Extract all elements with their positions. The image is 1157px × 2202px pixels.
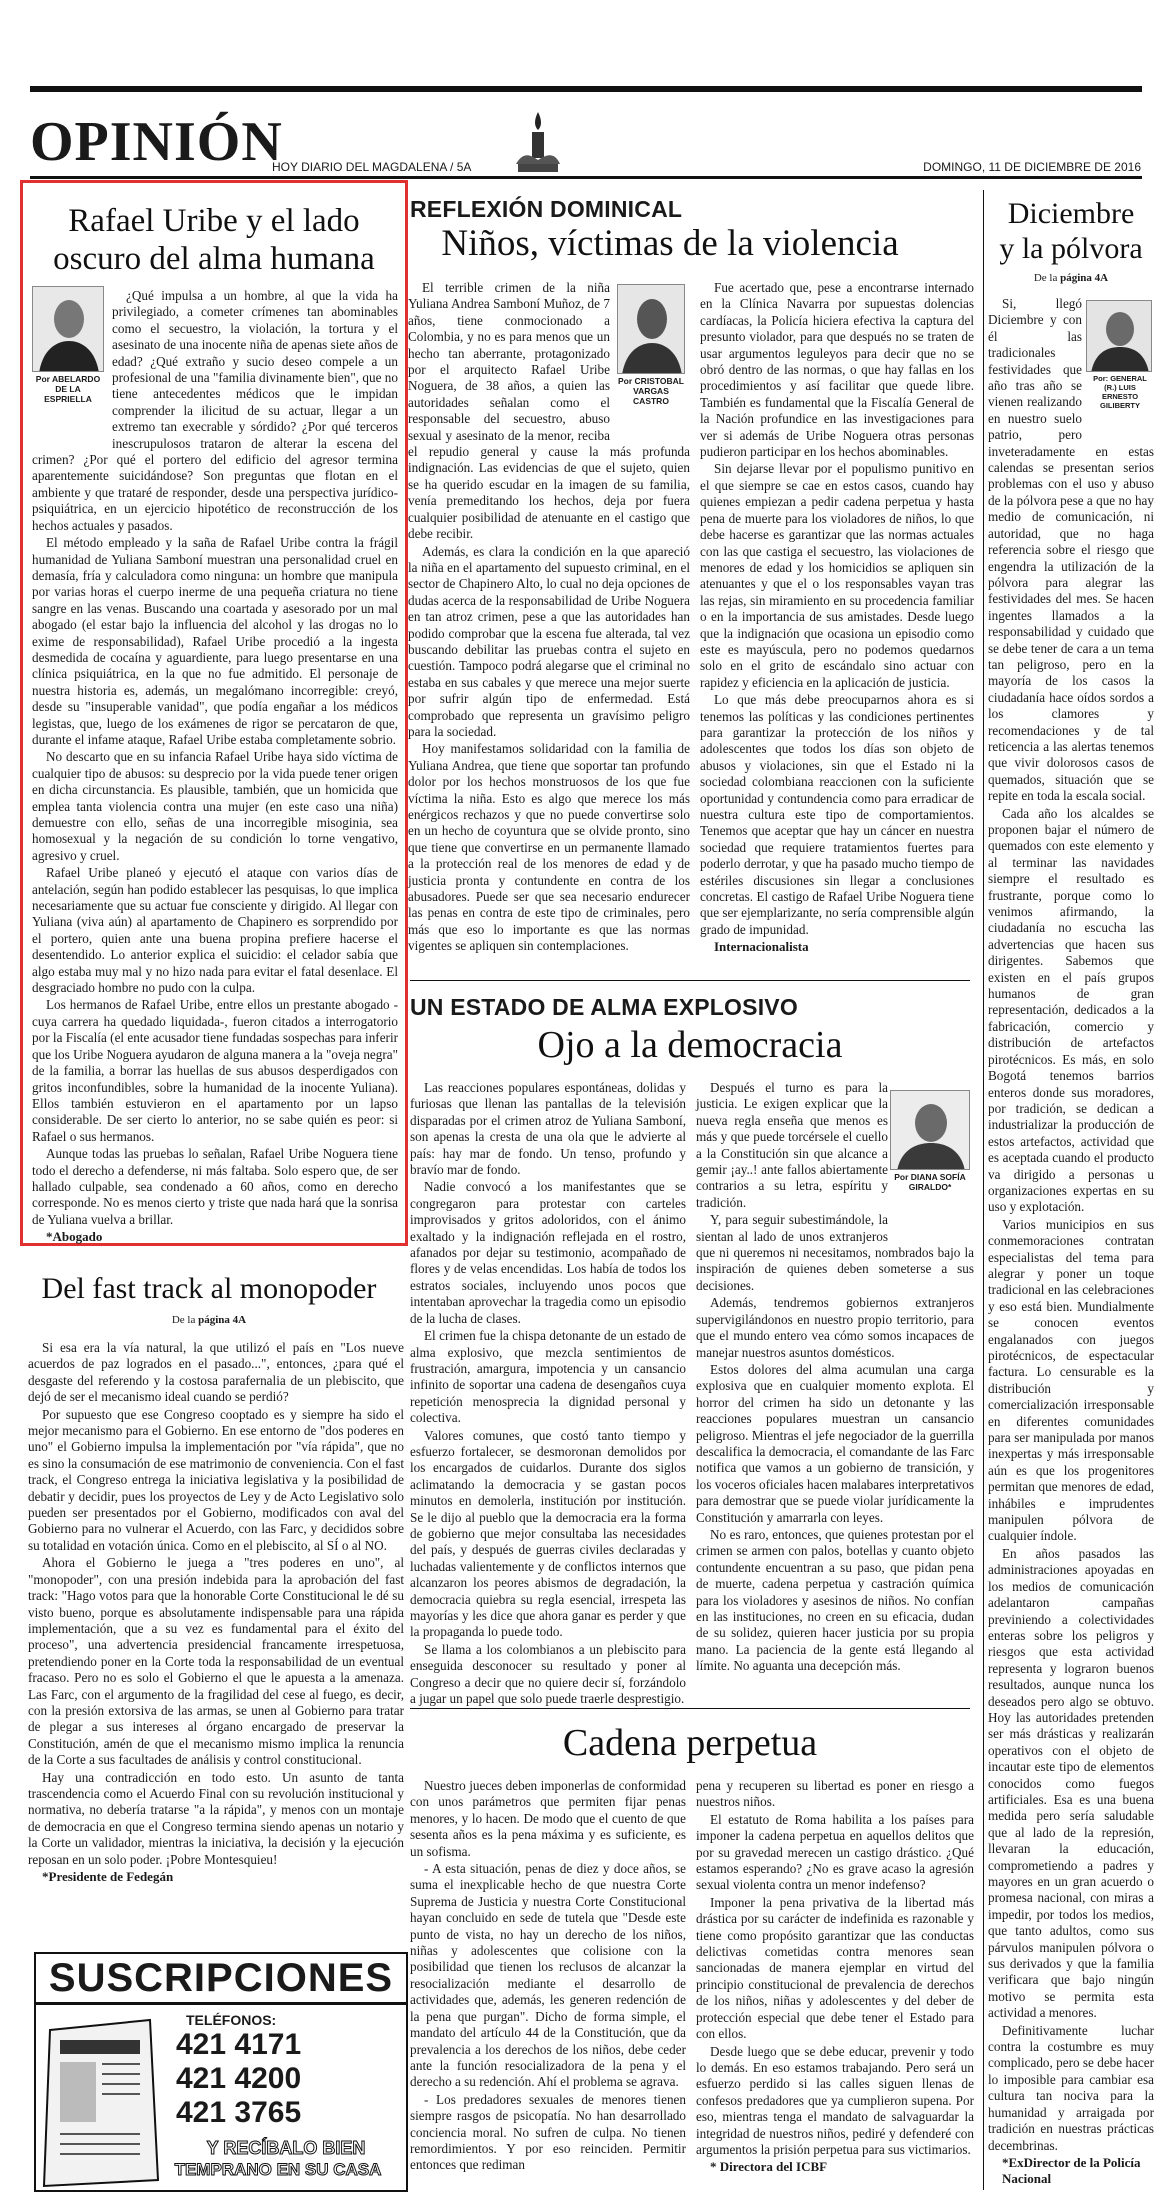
fast-from bbox=[0, 1314, 418, 1326]
paragraph: Estos dolores del alma acumulan una carga explosiva que en cualquier momento explota. El horror del crimen ha sido un detonante y las reacciones populares muestran un cansancio peligroso. Mientras el jefe negociador de la guerrilla descalifica la democracia, el comandante de las Farc notifica que vamos a un gobierno de transición, y los voceros oficiales hacen malabares interpretativos para demostrar que se puede violar jurídicamente la Constitución y amarrarla con leyes. bbox=[696, 1361, 974, 1525]
cadena-col-2 bbox=[696, 1778, 974, 2176]
from-label: De la bbox=[1033, 272, 1058, 284]
paragraph: Rafael Uribe planeó y ejecutó el ataque con varios días de antelación, según han podido establecer las pesquisas, lo que implica necesariamente que su actuar fue consciente y dirigido. Al llegar con Yuliana (viva aún) al apartamento de Chapinero es sorprendido por el portero, quien ante una buena propina prefiere hacerse el desentendido. Lo anterior explica el suicidio: el celador sabía que algo estaba muy mal y no hizo nada para evitar el fatal desenlace. El desgraciado hombre no pudo con la culpa. bbox=[32, 865, 398, 996]
uribe-title bbox=[28, 202, 400, 278]
from-label: De la bbox=[171, 1314, 196, 1326]
paragraph: - A esta situación, penas de diez y doce años, se suma el inexplicable hecho de que nuestra Corte Suprema de Justicia y nuestra Corte Constitucional hayan concluido en sede de tutela que "Desde este punto de vista, no hay un derecho de los niños, niñas y adolescentes que colisione con la posibilidad que tienen los reclusos de alcanzar la resocialización mediante el desarrollo de actividades que, además, les generen redención de la pena que purgan". Dicho de forma simple, el mandato del artículo 44 de la Constitución, que da prevalencia a los derechos de los niños, debe ceder ante la función resocializadora de la pena y el derecho a su redención. Ahí el problema se agrava. bbox=[410, 1861, 686, 2090]
ojo-col-1 bbox=[410, 1080, 686, 1708]
paragraph: Aunque todas las pruebas lo señalan, Rafael Uribe Noguera tiene todo el derecho a defenderse, ni más faltaba. Solo espero que, de ser hallado culpable, sea condenado a 60 años, como en derecho corresponde. No es menos cierto y triste que nada hará que la sonrisa de Yuliana vuelva a brillar. bbox=[32, 1146, 398, 1227]
signature: Internacionalista bbox=[714, 939, 809, 955]
photo-spacer bbox=[888, 1080, 974, 1230]
paragraph: No es raro, entonces, que quienes protestan por el crimen se armen con palos, botellas y cuanto objeto contundente encuentran a su paso, que pidan pena de muerte, cadena perpetua y castración química para los violadores y asesinos de niños. No confían en las instituciones, no creen en su eficacia, dudan de su solidez, quieren hacer justicia por su propia mano. La paciencia de la gente está llegando al límite. No aguanta una decepción más. bbox=[696, 1526, 974, 1674]
photo-spacer bbox=[610, 280, 690, 430]
candle-icon bbox=[510, 108, 566, 178]
polvora-from bbox=[988, 272, 1154, 284]
paragraph: Imponer la pena privativa de la libertad más drástica por su carácter de indefinida es razonable y tiene como propósito garantizar que las conductas delictivas cometidas contra menores sean sancionadas de manera ejemplar en virtud del principio constitucional de prevalencia de derechos de los niños, niñas y adolescentes y del deber de protección especial que debe tener el Estado para con ellos. bbox=[696, 1894, 974, 2042]
paragraph: Nuestro jueces deben imponerlas de conformidad con unos parámetros que permiten fijar penas menores, y lo hacen. De modo que el cuento de que sesenta años es la pena máxima y es suficiente, es un sofisma. bbox=[410, 1778, 686, 1859]
paragraph: En años pasados las administraciones apoyadas en los medios de comunicación adelantaron campañas previniendo a colectividades enteras sobre los peligros y riesgos que esta actividad representa y lograron buenos resultados, aunque nunca los deseados pero algo se obtuvo. Hoy las autoridades pretenden ser más drásticas y realizarán operativos con el objeto de incautar este tipo de elementos conocidos como fuegos artificiales. Esa es una buena medida pero sería saludable que al lado de la represión, llevaran la educación, comprometiendo a padres y mayores en un gran acuerdo o promesa nacional, con miras a impedir, por todos los medios, que tanto adultos, como sus párvulos manipulen pólvora o sus derivados y que la familia verificara que bajo ningún motivo se permita esta actividad a menores. bbox=[988, 1545, 1154, 2021]
paragraph: Hoy manifestamos solidaridad con la familia de Yuliana Andrea, que tiene que soportar tan profundo dolor por los hechos monstruosos de los que fue víctima la niña. Esto es algo que merece los más enérgicos rechazos y que no puede convertirse solo en un hecho de coyuntura que se olvide pronto, sino que tiene que convertirse en un permanente llamado a la protección real de los menores de edad y de justicia pronta y contundente en contra de los abusadores. Puede ser que sea necesario endurecer las penas en contra de este tipo de criminales, pero más que eso lo importante es que las normas vigentes se apliquen sin contemplaciones. bbox=[408, 741, 690, 954]
paragraph: Sin dejarse llevar por el populismo punitivo en el que siempre se cae en estos casos, cuando hay quienes empiezan a pedir cadena perpetua y hasta pena de muerte para los violadores de niños, lo que debe hacerse es garantizar que las normas actuales con las que castiga el secuestro, las violaciones de menores de edad y los homicidios se apliquen sin atenuantes y que el o los responsables vayan tras las rejas, sin miramiento en su procedencia familiar o en la importancia de sus amistades. Desde luego que la indignación que ocasiona un episodio como este es mayúscula, pero no podemos quedarnos solo en el grito de escándalo sino actuar con rapidez y eficiencia en la aplicación de justicia. bbox=[700, 461, 974, 690]
uribe-title-line1: Rafael Uribe y el lado bbox=[68, 203, 360, 239]
photo-spacer bbox=[1082, 296, 1154, 436]
uribe-body bbox=[32, 288, 398, 1246]
uribe-title-line2: oscuro del alma humana bbox=[53, 241, 375, 277]
paragraph: ¿Qué impulsa a un hombre, al que la vida ha privilegiado, a cometer crímenes tan abominables como el secuestro, la violación, la tortura y el asesinato de una inocente niña de apenas siete años de edad? ¿Qué extraño y sucio deseo compele a un profesional de una "familia divinamente bien", que no tiene antecedentes médicos que le impidan comprender la ilicitud de su actuar, llegar a un extremo tan execrable y sórdido? ¿Por qué terceros inescrupulosos trataron de alterar la escena del crimen? ¿Por qué el portero del edificio del agresor termina aparentemente suicidándose? Son preguntas que flotan en el ambiente y que trataré de responder, desde una perspectiva jurídico-psiquiátrica, en un ejercicio hipotético de reconstrucción de los hechos actuales y pasados. bbox=[32, 288, 398, 533]
ojo-col-2 bbox=[696, 1080, 974, 1676]
paragraph: Nadie convocó a los manifestantes que se congregaron para protestar con carteles improvisados y gritos adoloridos, con el ánimo exaltado y la indignación reflejada en el rostro, afanados por dejar su testimonio, acompañado de flores y de velas encendidas. Los había de todos los estratos sociales, incluyendo unos pocos que intentaban aprovechar la tragedia como un episodio de la lucha de clases. bbox=[410, 1179, 686, 1326]
paper-name: HOY DIARIO DEL MAGDALENA / 5A bbox=[272, 160, 472, 174]
masthead-bottom-rule bbox=[30, 176, 1142, 179]
ninos-title: Niños, víctimas de la violencia bbox=[441, 223, 899, 264]
paragraph: Ahora el Gobierno le juega a "tres poderes en uno", al "monopoder", con una presión indebida para la aprobación del fast track: "Hago votos para que la honorable Corte Constitucional le dé su visto bueno, porque es absolutamente indispensable para una rápida implementación, que a su vez es fundamental para el éxito del proceso", una advertencia presidencial francamente irrespetuosa, pretendiendo poner en la Corte toda la responsabilidad de un eventual fracaso. Pero no es solo el Gobierno el que le apuesta a la amenaza. Las Farc, con el argumento de la fragilidad del cese al fuego, es decir, con la presión extorsiva de las armas, se unen al Gobierno para tratar de plegar a sus intereses al órgano encargado de preservar la Constitución, amén de que el mecanismo mismo implica la renuncia de la Corte a sus facultades de análisis y control constitucional. bbox=[28, 1555, 404, 1768]
paragraph: Los hermanos de Rafael Uribe, entre ellos un prestante abogado -cuya carrera ha quedado liquidada-, fueron citados a interrogatorio por la Fiscalía (el ente acusador tiene fundadas sospechas para inferir que los Uribe Noguera ayudaron de alguna manera a la "oveja negra" de la familia, a borrar las huellas de sus abusos desperdigados con gritos inconfundibles, sobre la humanidad de la inocente Yuliana). Ellos también estuvieron en el apartamento por un lapso considerable. De ser cierto lo anterior, no se sabe quién es peor: si Rafael o sus hermanos. bbox=[32, 997, 398, 1144]
paragraph: El método empleado y la saña de Rafael Uribe contra la frágil humanidad de Yuliana Samboní muestran una personalidad cruel en demasía, fría y calculadora como ninguna: un hombre que manipula por varias horas el cuerpo inerme de una pequeña criatura no tiene sangre en las venas. Buscando una coartada y asesorado por un mal abogado (el estar bajo la influencia del alcohol y las drogas no lo exime de responsabilidad), Rafael Uribe procedió a la ingesta desmedida de cocaína y aguardiente, para luego presentarse en una clínica psiquiátrica, en la que no fue admitido. El personaje de nuestra historia es, además, un megalómano incorregible: creyó, desde su "insuperable vanidad", que podía engañar a los médicos legistas, que, luego de los exámenes de rigor se percataron de que, durante el infame ataque, Rafael Uribe estaba completamente sobrio. bbox=[32, 535, 398, 747]
phone-2[interactable]: 421 4200 bbox=[176, 2062, 302, 2095]
paragraph: Desde luego que se debe educar, prevenir y todo lo demás. En eso estamos trabajando. Pero será un esfuerzo perdido si las calles siguen llenas de confesos predadores que ya cumplieron supena. Por eso, mientras tenga el mandato de salvaguardar la integridad de nuestros niños, pediré y defenderé con argumentos la prisión perpetua para sus victimarios. bbox=[696, 2043, 974, 2157]
fast-body bbox=[28, 1340, 404, 1885]
paragraph: - Los predadores sexuales de menores tienen siempre rasgos de psicopatía. No han desarrollado conciencia moral. No sufren de culpa. No tienen remordimientos. Y por eso reinciden. Permitir entonces que rediman bbox=[410, 2091, 686, 2173]
top-rule bbox=[30, 86, 1142, 92]
paragraph: Además, tendremos gobiernos extranjeros supervigilándonos en nuestro propio territorio, para que el mundo entero vea cómo somos incapaces de manejar nuestros asuntos domésticos. bbox=[696, 1295, 974, 1360]
ninos-col-2 bbox=[700, 280, 974, 956]
slogan-2: TEMPRANO EN SU CASA bbox=[174, 2160, 382, 2179]
cadena-col-1 bbox=[410, 1778, 686, 2175]
paragraph: Fue acertado que, pese a encontrarse internado en la Clínica Navarra por supuestas dolencias cardíacas, la Policía hiciera efectiva la captura del presunto violador, para que después no se traten de usar argumentos leguleyos para decir que no se obró dentro de las normas, o que hay fallas en los procedimientos y así facilitar que quede libre. También es fundamental que la Fiscalía General de la Nación profundice en las investigaciones para ver si además de Uribe Noguera otras personas pudieron participar en los hechos abominables. bbox=[700, 280, 974, 460]
author-caption: Por DIANA SOFÍA GIRALDO* bbox=[894, 1172, 966, 1192]
photo-spacer bbox=[32, 288, 112, 436]
polvora-body bbox=[988, 296, 1154, 2188]
ojo-title: Ojo a la democracia bbox=[537, 1024, 843, 1066]
paragraph: Y, para seguir subestimándole, la sientan al lado de unos extranjeros que ni queremos ni necesitamos, nombrados bajo la inspiración de quienes deben someterse a sus decisiones. bbox=[696, 1212, 974, 1293]
paragraph: Cada año los alcaldes se proponen bajar el número de quemados con este elemento y al terminar las navidades siempre el resultado es frustrante, porque como lo venimos afirmando, la ciudadanía no escucha las advertencias que hacen sus dirigentes. Sabemos que existen en el país grupos humanos de gran representación, dedicados a la fabricación, comercio y distribución de artefactos pirotécnicos. Es más, en solo Bogotá tenemos barrios enteros donde sus moradores, por tradición, se dedican a industrializar la producción de estos artefactos, actividad que es aceptada cuando el producto va dirigido a personas u organizaciones expertas en su uso y explotación. bbox=[988, 805, 1154, 1215]
cadena-title: Cadena perpetua bbox=[562, 1722, 818, 1764]
ninos-kicker: REFLEXIÓN DOMINICAL bbox=[410, 196, 683, 222]
signature: *Abogado bbox=[46, 1229, 103, 1245]
author-caption: Por: GENERAL (R.) LUIS ERNESTO GILIBERTY bbox=[1093, 374, 1147, 410]
paragraph: Varios municipios en sus conmemoraciones contratan especialistas del tema para alegrar y poner un toque tradicional en las celebraciones y eso está bien. Mundialmente se conocen eventos engalanados con juegos pirotécnicos, de espectacular factura. Lo censurable es la distribución y comercialización irresponsable en diferentes comunidades para ser manipulada por manos inexpertas y más irresponsable aún es que los progenitores permitan que menores de edad, inhábiles e imprudentes manipulen pólvora de cualquier índole. bbox=[988, 1216, 1154, 1544]
section-divider bbox=[410, 1708, 970, 1709]
newspaper-icon bbox=[40, 2010, 160, 2190]
author-caption: Por CRISTOBAL VARGAS CASTRO bbox=[618, 376, 684, 406]
paragraph: Además, es clara la condición en la que apareció la niña en el apartamento del supuesto criminal, en el sector de Chapinero Alto, lo cual no deja opciones de dudas acerca de la responsabilidad de Uribe Noguera en tan atroz crimen, pese a que las autoridades han podido comprobar que la escena fue alterada, tal vez buscando debilitar las pruebas contra el sujeto en cuestión. Tampoco podrá alegarse que el criminal no estaba en sus cabales y que merece una mejor suerte por sufrir algún tipo de enfermedad. Está comprobado que representa un gravísimo peligro para la sociedad. bbox=[408, 543, 690, 739]
polvora-title-line2: y la pólvora bbox=[999, 232, 1143, 265]
paragraph: Definitivamente luchar contra la costumbre es muy complicado, pero se debe hacer lo imposible para cambiar esa cultura tan nociva para la humanidad y arraigada por tradición en nuestras prácticas decembrinas. bbox=[988, 2022, 1154, 2153]
paragraph: Después el turno es para la justicia. Le exigen explicar que la nueva regla enseña que menos es más y que puede torcérsele el cuello a la Constitución sin que alcance a gemir ¡ay..! ante fallos abiertamente contrarios a su letra, espíritu y tradición. bbox=[696, 1080, 888, 1210]
subscription-ad bbox=[34, 1952, 408, 2192]
paragraph: pena y recuperen su libertad es poner en riesgo a nuestros niños. bbox=[696, 1778, 974, 1810]
from-page: página 4A bbox=[198, 1314, 247, 1326]
paragraph: Lo que más debe preocuparnos ahora es si tenemos las políticas y las condiciones pertinentes para garantizar la protección de los niños y adolescentes que todos los días son objeto de abusos y violaciones, sin que el Estado ni la sociedad colombiana reaccionen con la suficiente oportunidad y contundencia como para erradicar de nuestra cultura este tipo de comportamientos. Tenemos que aceptar que hay un cáncer en nuestra sociedad que requiere tratamientos fuertes para poderlo derrotar, y que ha pasado mucho tiempo de estériles discusiones sin llegar a conclusiones concretas. El castigo de Rafael Uribe Noguera tiene que ser ejemplarizante, no sería comprensible algún grado de impunidad. bbox=[700, 692, 974, 937]
paragraph: El estatuto de Roma habilita a los países para imponer la cadena perpetua en aquellos delitos que por su gravedad merecen un castigo drástico. ¿Qué estamos esperando? ¿No es grave acaso la agresión sexual violenta contra un menor indefenso? bbox=[696, 1811, 974, 1893]
paragraph: Si, llegó Diciembre y con él las tradicionales festividades que año tras año se vienen realizando en nuestro suelo patrio, pero inveteradamente en estas calendas se presentan serios problemas con el uso y abuso de la pólvora pese a que no hay medio de comunicación, ni autoridad, que no haga referencia sobre el riesgo que engendra la utilización de la pólvora para alegrar las festividades del mes. Se hacen ingentes llamados a la responsabilidad y cuidado que se debe tener de cara a un tema tan peligroso, pero en la mayoría de los casos la ciudadanía hace oídos sordos a los clamores y recomendaciones y de tal reticencia a las alertas tenemos que vivir dolorosos casos de quemados, situación que se repite en toda la escala social. bbox=[988, 296, 1154, 804]
column-divider bbox=[983, 190, 984, 2190]
signature: *Presidente de Fedegán bbox=[42, 1869, 174, 1884]
polvora-title-line1: Diciembre bbox=[1007, 197, 1135, 230]
paragraph: El terrible crimen de la niña Yuliana Andrea Samboní Muñoz, de 7 años, tiene conmocionado a Colombia, y no es para menos que un hecho tan aberrante, protagonizado por el arquitecto Rafael Uribe Noguera, de 38 años, a quien las autoridades señalan como el responsable del secuestro, abuso sexual y asesinato de la menor, reciba el repudio general y cause la más profunda indignación. Las evidencias de que el sujeto, quien se ha querido escudar en la imagen de su familia, venía premeditando los hechos, deja por fuera cualquier posibilidad de atenuante en el castigo que debe recibir. bbox=[408, 280, 690, 542]
paragraph: El crimen fue la chispa detonante de un estado de alma explosivo, que mezcla sentimientos de frustración, amargura, impotencia y un cansancio infinito de soportar una cadena de desengaños cuya repetición menosprecia la dignidad personal y colectiva. bbox=[410, 1328, 686, 1426]
phones-label: TELÉFONOS: bbox=[186, 2012, 277, 2028]
section-title: OPINIÓN bbox=[30, 111, 283, 173]
fast-title: Del fast track al monopoder bbox=[41, 1272, 377, 1305]
paragraph: Las reacciones populares espontáneas, dolidas y furiosas que llenan las pantallas de la televisión disparadas por el crimen atroz de Yuliana Samboní, son apenas la cresta de una ola que le advierte al país: hay mar de fondo. Un tenso, profundo y bravío mar de fondo. bbox=[410, 1080, 686, 1178]
paragraph: Si esa era la vía natural, la que utilizó el país en "Los nueve acuerdos de paz logrados en el pasado...", entonces, ¿para qué el desgaste del referendo y la costosa parafernalia de un plebiscito, que dejó de ser el mecanismo ideal cuando se perdió? bbox=[28, 1340, 404, 1405]
slogan-1: Y RECÍBALO BIEN bbox=[206, 2138, 366, 2158]
issue-date: DOMINGO, 11 DE DICIEMBRE DE 2016 bbox=[923, 160, 1141, 174]
subs-title: SUSCRIPCIONES bbox=[36, 1954, 406, 2005]
paragraph: No descarto que en su infancia Rafael Uribe haya sido víctima de cualquier tipo de abusos: su desprecio por la vida puede tener origen en dicha circunstancia. Es plausible, también, que un homicida que emplea tanta violencia contra una mujer (en este caso una niña) demuestre con ello, señas de una incorregible misoginia, sea homosexual y la negación de su condición lo torne vengativo, agresivo y cruel. bbox=[32, 749, 398, 863]
phone-3[interactable]: 421 3765 bbox=[176, 2096, 302, 2129]
phone-1[interactable]: 421 4171 bbox=[176, 2028, 302, 2061]
from-page: página 4A bbox=[1060, 272, 1109, 284]
paragraph: Hay una contradicción en todo esto. Un asunto de tanta trascendencia como el Acuerdo Final con su revolución institucional y normativa, no debería tratarse "a la rápida", y menos con un montaje de democracia en que el Congreso termina siendo apenas un notario y la Corte un validador, mientras la iniciativa, la decisión y la ejecución reposan en un solo poder. ¡Pobre Montesquieu! bbox=[28, 1769, 404, 1867]
ojo-kicker: UN ESTADO DE ALMA EXPLOSIVO bbox=[410, 994, 798, 1020]
polvora-title bbox=[988, 196, 1154, 266]
section-divider bbox=[410, 980, 970, 981]
paragraph: Valores comunes, que costó tanto tiempo y esfuerzo fortalecer, se desmoronan demolidos por los encargados de cuidarlos. Durante dos siglos aclimatando la democracia y se gastan pocos minutos en demolerla, institución por institución. Se le dijo al pueblo que la democracia era la forma de gobierno que mejor consultaba las necesidades del país, y después de guerras civiles declaradas y luchadas valientemente y de conflictos internos que alcanzaron los peores abismos de degradación, la democracia quiebra su regla esencial, irrespeta las mayorías y les dice que ahora ganar es perder y que la propaganda lo puede todo. bbox=[410, 1427, 686, 1640]
ninos-col-1 bbox=[408, 280, 690, 956]
author-caption: Por ABELARDO DE LA ESPRIELLA bbox=[35, 374, 101, 404]
paragraph: Se llama a los colombianos a un plebiscito para enseguida desconocer su resultado y poner al Congreso a decir que no quiere decir sí, forzándolo a jugar un papel que solo puede traerle desprestigio. bbox=[410, 1641, 686, 1707]
paragraph: Por supuesto que ese Congreso cooptado es y siempre ha sido el mejor mecanismo para el Gobierno. En ese entorno de "dos poderes en uno" el Gobierno impulsa la implementación por "vía rápida", que no es sino la consumación de ese matrimonio de conveniencia. Con el fast track, el Congreso entrega la iniciativa legislativa y la posibilidad de debatir y decidir, pues los proyectos de Ley y de Acto Legislativo solo pueden ser presentados por el Gobierno, modificados con aval del Gobierno para no vulnerar el Acuerdo, con las Farc, y decididos sobre su totalidad en votación única. Como en el plebiscito, al SÍ o al NO. bbox=[28, 1406, 404, 1553]
signature: *ExDirector de la Policía Nacional bbox=[1002, 2154, 1141, 2187]
signature: * Directora del ICBF bbox=[710, 2159, 828, 2175]
